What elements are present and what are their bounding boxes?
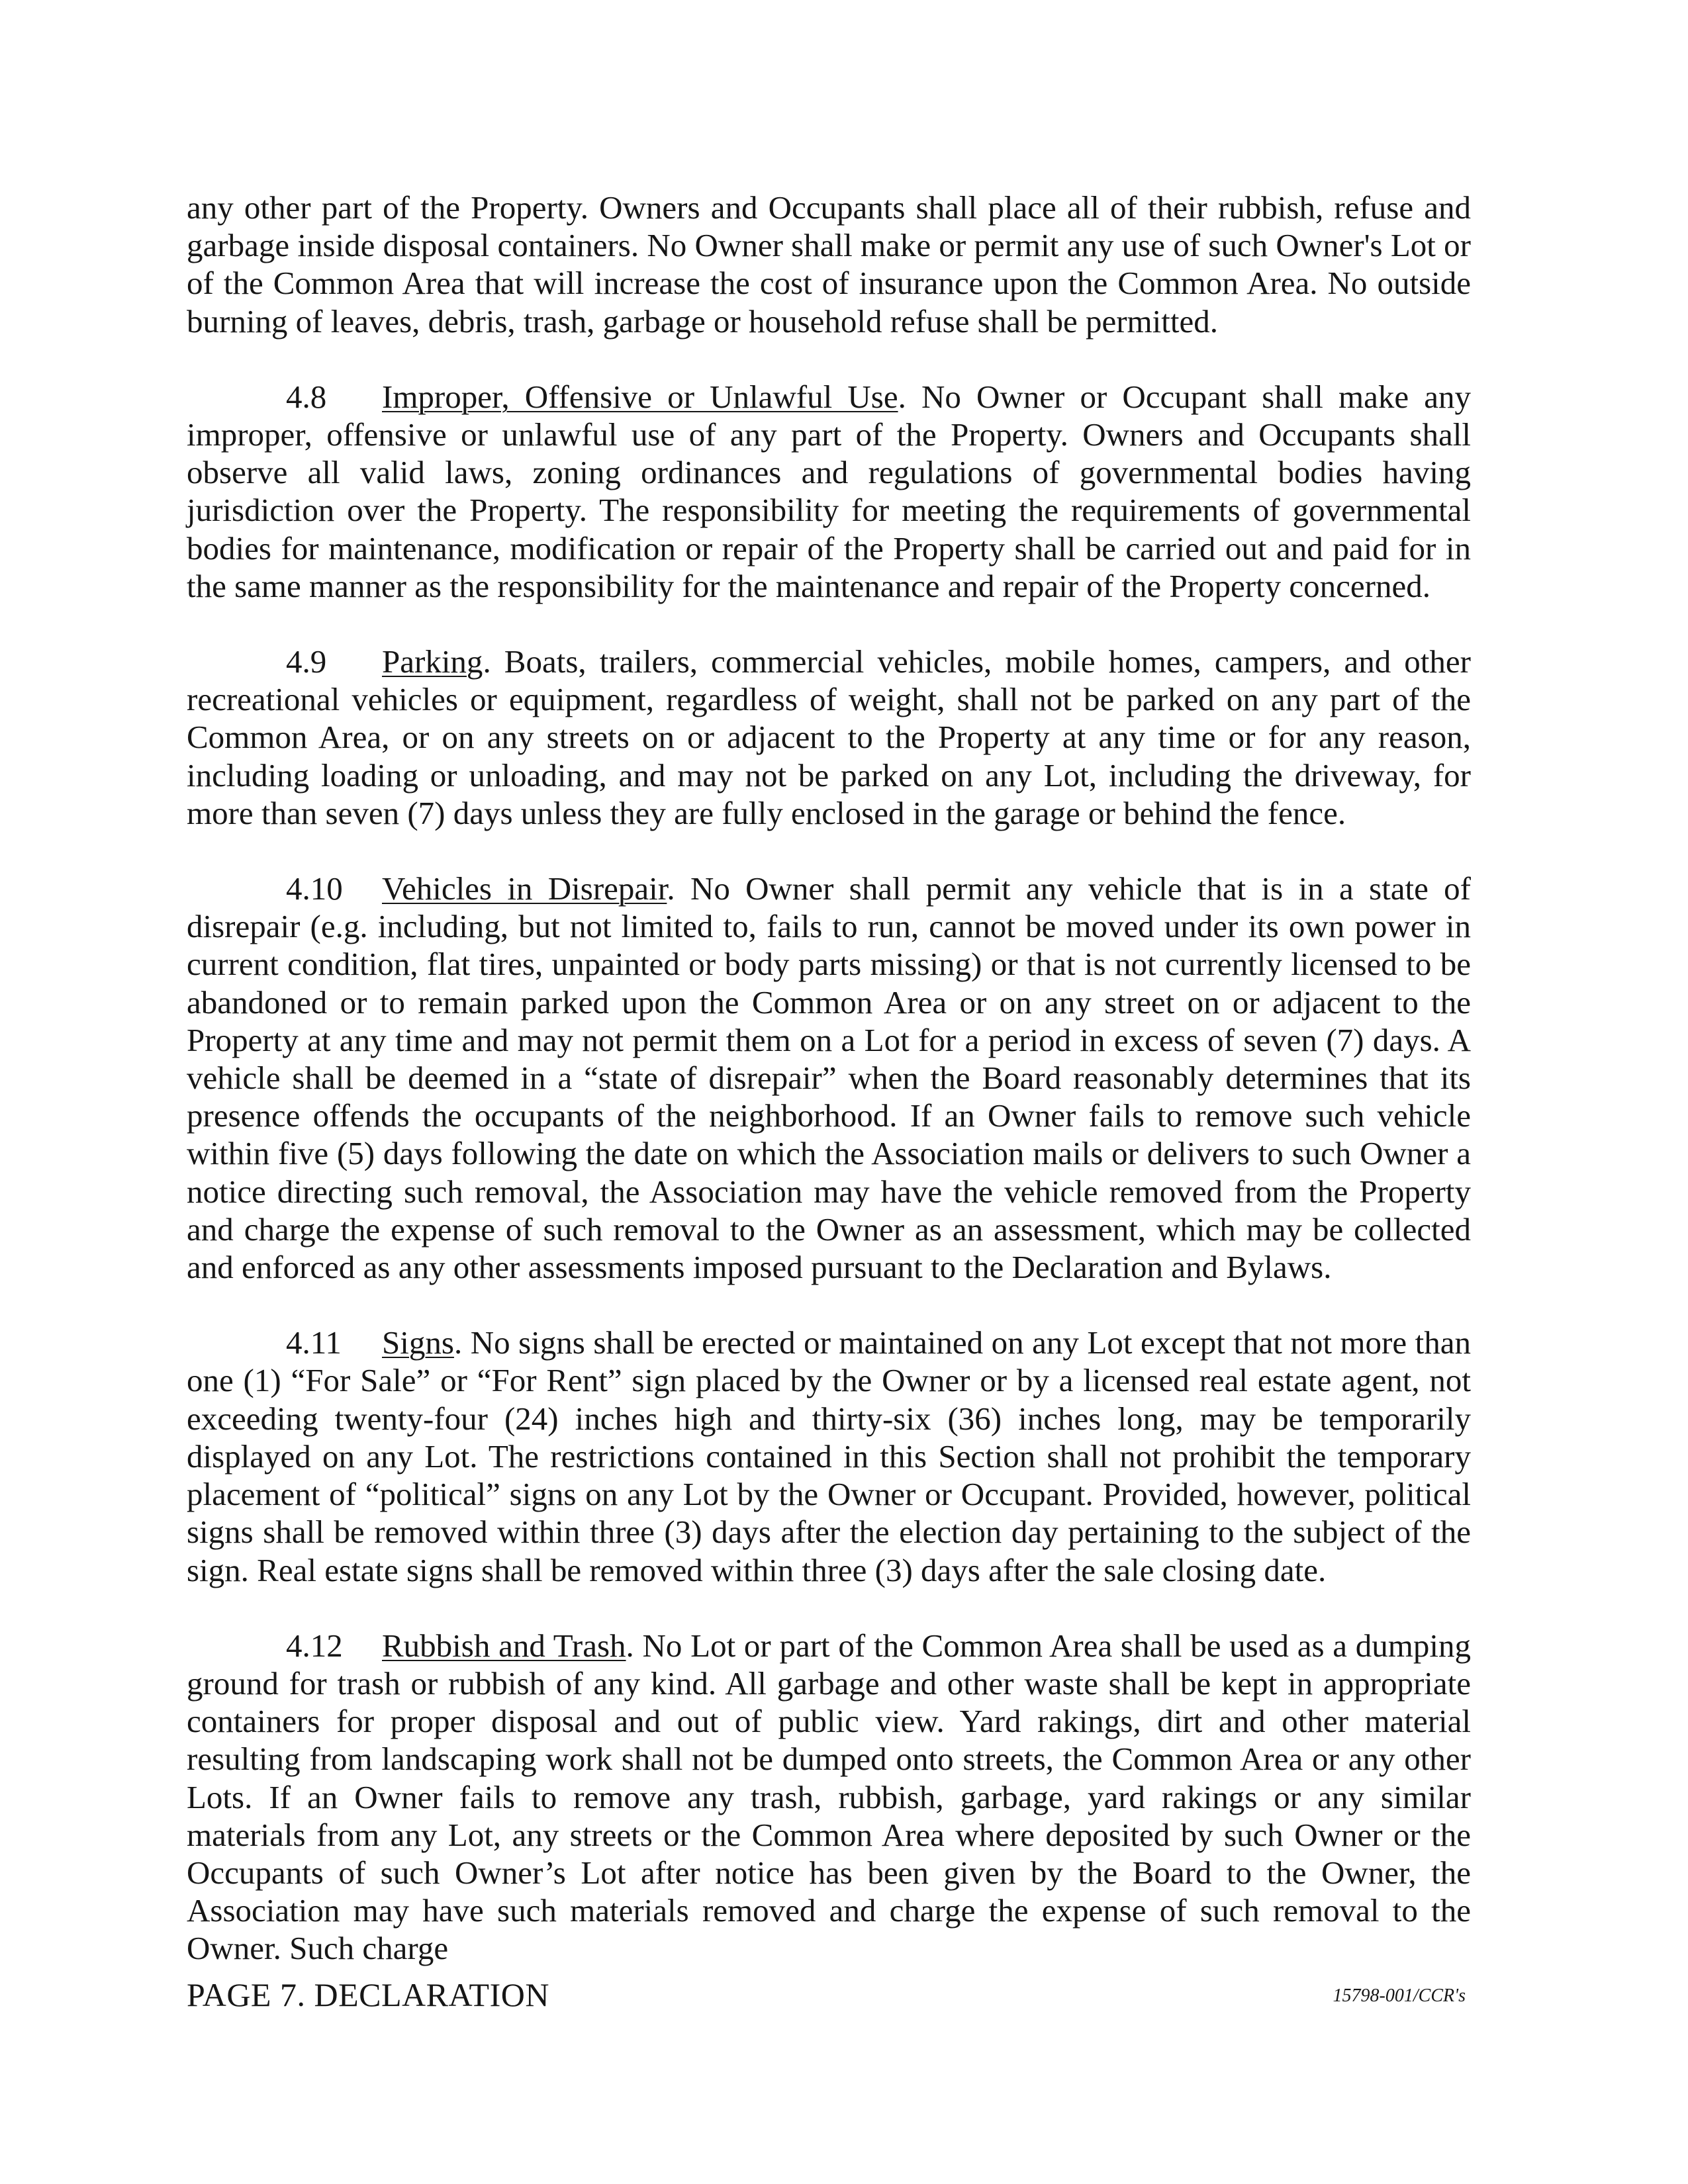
section-title: Improper, Offensive or Unlawful Use	[382, 378, 898, 415]
section-4-8	[187, 378, 1471, 605]
section-number: 4.11	[286, 1324, 342, 1361]
section-title: Vehicles in Disrepair	[382, 870, 667, 907]
document-body	[187, 189, 1471, 2005]
section-4-12	[187, 1627, 1471, 1968]
section-number: 4.9	[286, 643, 327, 680]
section-4-11	[187, 1324, 1471, 1588]
section-body: . No Owner shall permit any vehicle that is in a state of disrepair (e.g. including, but not limited to, fails to run, cannot be moved under its own power in current condition, flat tires, unpainted or body parts missing) or that is not currently licensed to be abandoned or to remain parked upon the Common Area or on any street on or adjacent to the Property at any time and may not permit them on a Lot for a period in excess of seven (7) days. A vehicle shall be deemed in a “state of disrepair” when the Board reasonably determines that its presence offends the occupants of the neighborhood. If an Owner fails to remove such vehicle within five (5) days following the date on which the Association mails or delivers to such Owner a notice directing such removal, the Association may have the vehicle removed from the Property and charge the expense of such removal to the Owner as an assessment, which may be collected and enforced as any other assessments imposed pursuant to the Declaration and Bylaws.	[187, 870, 1471, 1286]
document-reference: 15798-001/CCR's	[1333, 1985, 1466, 2006]
section-number: 4.8	[286, 378, 327, 415]
section-title: Rubbish and Trash	[382, 1627, 626, 1664]
opening-paragraph: any other part of the Property. Owners and Occupants shall place all of their rubbish, refuse and garbage inside disposal containers. No Owner shall make or permit any use of such Owner's Lot or of the Common Area that will increase the cost of insurance upon the Common Area. No outside burning of leaves, debris, trash, garbage or household refuse shall be permitted.	[187, 189, 1471, 340]
section-body: . Boats, trailers, commercial vehicles, mobile homes, campers, and other recreational vehicles or equipment, regardless of weight, shall not be parked on any part of the Common Area, or on any streets on or adjacent to the Property at any time or for any reason, including loading or unloading, and may not be parked on any Lot, including the driveway, for more than seven (7) days unless they are fully enclosed in the garage or behind the fence.	[187, 643, 1471, 831]
section-number: 4.12	[286, 1627, 343, 1664]
section-title: Signs	[382, 1324, 454, 1361]
section-body: . No Owner or Occupant shall make any improper, offensive or unlawful use of any part of the Property. Owners and Occupants shall observe all valid laws, zoning ordinances and regulations of governmental bodies having jurisdiction over the Property. The responsibility for meeting the requirements of governmental bodies for maintenance, modification or repair of the Property shall be carried out and paid for in the same manner as the responsibility for the maintenance and repair of the Property concerned.	[187, 378, 1471, 604]
page-footer-label: PAGE 7. DECLARATION	[187, 1976, 549, 2013]
section-body: . No Lot or part of the Common Area shall be used as a dumping ground for trash or rubbish of any kind. All garbage and other waste shall be kept in appropriate containers for proper disposal and out of public view. Yard rakings, dirt and other material resulting from landscaping work shall not be dumped onto streets, the Common Area or any other Lots. If an Owner fails to remove any trash, rubbish, garbage, yard rakings or any similar materials from any Lot, any streets or the Common Area where deposited by such Owner or the Occupants of such Owner’s Lot after notice has been given by the Board to the Owner, the Association may have such materials removed and charge the expense of such removal to the Owner. Such charge	[187, 1627, 1471, 1967]
section-number: 4.10	[286, 870, 343, 907]
section-title: Parking	[382, 643, 483, 680]
section-4-9	[187, 643, 1471, 832]
section-4-10	[187, 870, 1471, 1286]
section-body: . No signs shall be erected or maintained on any Lot except that not more than one (1) “For Sale” or “For Rent” sign placed by the Owner or by a licensed real estate agent, not exceeding twenty-four (24) inches high and thirty-six (36) inches long, may be temporarily displayed on any Lot. The restrictions contained in this Section shall not prohibit the temporary placement of “political” signs on any Lot by the Owner or Occupant. Provided, however, political signs shall be removed within three (3) days after the election day pertaining to the subject of the sign. Real estate signs shall be removed within three (3) days after the sale closing date.	[187, 1324, 1471, 1588]
